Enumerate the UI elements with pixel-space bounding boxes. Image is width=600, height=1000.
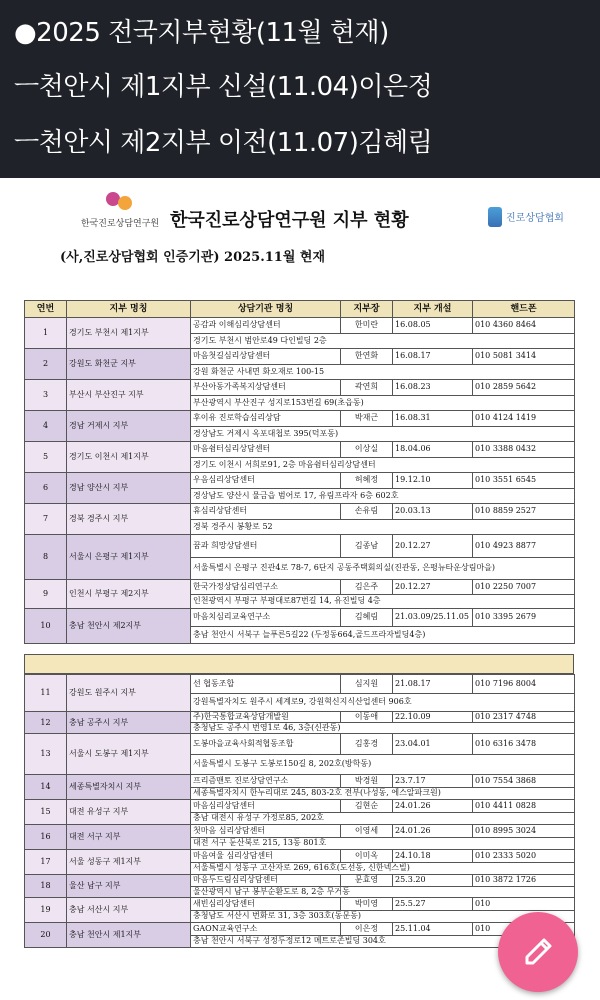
row-number: 9 xyxy=(25,580,67,609)
phone-number: 010 3395 2679 xyxy=(473,609,575,627)
branch-name: 경남 양산시 지부 xyxy=(67,473,191,504)
branch-head: 이은정 xyxy=(341,923,393,936)
branch-name: 부산시 부산진구 지부 xyxy=(67,380,191,411)
institute-logo-text: 한국진로상담연구원 xyxy=(80,219,160,229)
row-number: 18 xyxy=(25,875,67,898)
center-address: 충남 천안시 서북구 성정두정로12 메트로존빌딩 304호 xyxy=(191,935,575,948)
row-number: 10 xyxy=(25,609,67,644)
open-date: 24.01.26 xyxy=(393,800,473,813)
center-address: 울산광역시 남구 봉부순환도로 8, 2층 무거동 xyxy=(191,886,575,898)
branch-head: 문효영 xyxy=(341,875,393,887)
table-row xyxy=(25,775,575,788)
row-number: 8 xyxy=(25,535,67,580)
center-name: 마음두드림심리상담센터 xyxy=(191,875,341,887)
open-date: 21.08.17 xyxy=(393,675,473,694)
branch-name: 강원도 화천군 지부 xyxy=(67,349,191,380)
center-address: 서울특별시 성동구 고산자로 269, 616호(도선동, 신한넥스빌) xyxy=(191,862,575,875)
row-number: 7 xyxy=(25,504,67,535)
phone-number: 010 4923 8877 xyxy=(473,535,575,558)
center-name: 새빈심리상담센터 xyxy=(191,898,341,911)
center-name: 공감과 이해심리상담센터 xyxy=(191,318,341,334)
center-address: 충청남도 서산시 번화로 31, 3층 303호(동문동) xyxy=(191,910,575,923)
phone-number: 010 2333 5020 xyxy=(473,850,575,863)
center-name: 주)한국통합교육상담개발원 xyxy=(191,712,341,723)
table-row xyxy=(25,875,575,887)
branch-head: 이동애 xyxy=(341,712,393,723)
center-address: 충남 천안시 서북구 늘푸른5길22 (두정동664,골드프라자빌딩4층) xyxy=(191,626,575,644)
people-logo-icon xyxy=(102,190,138,216)
center-address: 세종특별자치시 한누리대로 245, 803-2호 전부(나성동, 에스알파크원) xyxy=(191,787,575,800)
row-number: 16 xyxy=(25,825,67,850)
edit-fab-button[interactable] xyxy=(498,912,578,992)
document-title-bar xyxy=(20,186,580,246)
pencil-icon xyxy=(498,912,578,992)
center-name: 도봉마을교육사회적협동조합 xyxy=(191,734,341,755)
open-date: 16.08.17 xyxy=(393,349,473,365)
table-row xyxy=(25,442,575,458)
branch-name: 경북 경주시 지부 xyxy=(67,504,191,535)
branch-head: 이미옥 xyxy=(341,850,393,863)
branch-name: 서울 성동구 제1지부 xyxy=(67,850,191,875)
open-date: 23.7.17 xyxy=(393,775,473,788)
table-row xyxy=(25,609,575,627)
center-name: 꿈과 희망상담센터 xyxy=(191,535,341,558)
phone-number: 010 3872 1726 xyxy=(473,875,575,887)
phone-number: 010 3551 6545 xyxy=(473,473,575,489)
col-header-phone: 핸드폰 xyxy=(473,301,575,318)
open-date: 24.10.18 xyxy=(393,850,473,863)
phone-number: 010 3388 0432 xyxy=(473,442,575,458)
branch-name: 울산 남구 지부 xyxy=(67,875,191,898)
row-number: 13 xyxy=(25,734,67,775)
center-name: 한국가정상담심리연구소 xyxy=(191,580,341,595)
table-row xyxy=(25,850,575,863)
branch-name: 경기도 부천시 제1지부 xyxy=(67,318,191,349)
center-address: 대전 서구 둔산북로 215, 13동 801호 xyxy=(191,837,575,850)
table-row xyxy=(25,675,575,694)
association-logo xyxy=(488,206,588,227)
open-date: 23.04.01 xyxy=(393,734,473,755)
branch-head: 김종남 xyxy=(341,535,393,558)
center-name: 마음첫길심리상담센터 xyxy=(191,349,341,365)
document-title: 한국진로상담연구원 지부 현황 xyxy=(170,210,409,231)
open-date: 20.03.13 xyxy=(393,504,473,520)
row-number: 2 xyxy=(25,349,67,380)
branch-head: 한미란 xyxy=(341,318,393,334)
table-row xyxy=(25,734,575,755)
branch-head: 김혜림 xyxy=(341,609,393,627)
table-row xyxy=(25,825,575,838)
row-number: 6 xyxy=(25,473,67,504)
table-row xyxy=(25,411,575,427)
branch-table-1 xyxy=(24,300,575,644)
header-line-3: ㅡ천안시 제2지부 이전(11.07)김혜림 xyxy=(14,128,433,158)
open-date: 21.03.09/25.11.05 xyxy=(393,609,473,627)
phone-number: 010 8859 2527 xyxy=(473,504,575,520)
table-row xyxy=(25,349,575,365)
phone-number: 010 6316 3478 xyxy=(473,734,575,755)
open-date: 16.08.05 xyxy=(393,318,473,334)
center-address: 경기도 이천시 서희로91, 2층 마음쉼터심리상담센터 xyxy=(191,457,575,473)
row-number: 4 xyxy=(25,411,67,442)
phone-number: 010 4124 1419 xyxy=(473,411,575,427)
open-date: 18.04.06 xyxy=(393,442,473,458)
branch-head: 한연화 xyxy=(341,349,393,365)
center-name: 마음쉼터심리상담센터 xyxy=(191,442,341,458)
phone-number: 010 xyxy=(473,898,575,911)
branch-name: 경남 거제시 지부 xyxy=(67,411,191,442)
branch-head: 김은주 xyxy=(341,580,393,595)
table-row xyxy=(25,898,575,911)
row-number: 17 xyxy=(25,850,67,875)
row-number: 5 xyxy=(25,442,67,473)
branch-name: 충남 공주시 지부 xyxy=(67,712,191,734)
branch-head: 이상실 xyxy=(341,442,393,458)
center-address: 충남 대전시 유성구 가정로85, 202호 xyxy=(191,812,575,825)
phone-number: 010 5081 3414 xyxy=(473,349,575,365)
association-logo-icon xyxy=(488,207,502,227)
branch-head: 허혜정 xyxy=(341,473,393,489)
table-row xyxy=(25,473,575,489)
center-name: GAON교육연구소 xyxy=(191,923,341,936)
branch-head: 이영세 xyxy=(341,825,393,838)
table-2-header-band xyxy=(24,654,574,674)
header-line-1: ●2025 전국지부현황(11월 현재) xyxy=(14,18,389,48)
phone-number: 010 7554 3868 xyxy=(473,775,575,788)
center-name: 첫마음 심리상담센터 xyxy=(191,825,341,838)
document-image xyxy=(0,178,600,1000)
table-row xyxy=(25,712,575,723)
open-date: 25.5.27 xyxy=(393,898,473,911)
phone-number: 010 xyxy=(473,923,575,936)
branch-name: 세종특별자치시 지부 xyxy=(67,775,191,800)
document-subtitle: (사,진로상담협회 인증기관) 2025.11월 현재 xyxy=(60,250,326,265)
phone-number: 010 2250 7007 xyxy=(473,580,575,595)
col-header-branch: 지부 명칭 xyxy=(67,301,191,318)
center-name: 후이유 진로학습심리상담 xyxy=(191,411,341,427)
branch-name: 충남 천안시 제2지부 xyxy=(67,609,191,644)
branch-name: 강원도 원주시 지부 xyxy=(67,675,191,712)
branch-head: 박미영 xyxy=(341,898,393,911)
phone-number: 010 8995 3024 xyxy=(473,825,575,838)
table-header-row xyxy=(25,301,575,318)
col-header-center: 상담기관 명칭 xyxy=(191,301,341,318)
branch-head: 김홍경 xyxy=(341,734,393,755)
phone-number: 010 4360 8464 xyxy=(473,318,575,334)
table-row xyxy=(25,923,575,936)
row-number: 11 xyxy=(25,675,67,712)
row-number: 3 xyxy=(25,380,67,411)
center-address: 강원특별자치도 원주시 세계로9, 강원혁신지식산업센터 906호 xyxy=(191,693,575,712)
center-name: 마음치심리교육연구소 xyxy=(191,609,341,627)
open-date: 20.12.27 xyxy=(393,535,473,558)
center-name: 부산아동가족복지상담센터 xyxy=(191,380,341,396)
table-row xyxy=(25,580,575,595)
open-date: 20.12.27 xyxy=(393,580,473,595)
center-name: 우음심리상담센터 xyxy=(191,473,341,489)
branch-name: 인천시 부평구 제2지부 xyxy=(67,580,191,609)
center-address: 부산광역시 부산진구 성지로153번길 69(초읍동) xyxy=(191,395,575,411)
phone-number: 010 2859 5642 xyxy=(473,380,575,396)
center-address: 경기도 부천시 범안로49 다인빌딩 2층 xyxy=(191,333,575,349)
post-header xyxy=(0,0,600,178)
branch-name: 경기도 이천시 제1지부 xyxy=(67,442,191,473)
center-address: 서울특별시 은평구 진관4로 78-7, 6단지 공동주택회의실(진관동, 은평뉴타운상림마을) xyxy=(191,557,575,580)
row-number: 15 xyxy=(25,800,67,825)
branch-table-2 xyxy=(24,674,575,948)
center-name: 마음여울 심리상담센터 xyxy=(191,850,341,863)
phone-number: 010 2317 4748 xyxy=(473,712,575,723)
row-number: 20 xyxy=(25,923,67,948)
row-number: 12 xyxy=(25,712,67,734)
branch-name: 대전 유성구 지부 xyxy=(67,800,191,825)
branch-head: 김현순 xyxy=(341,800,393,813)
branch-head: 손유림 xyxy=(341,504,393,520)
row-number: 14 xyxy=(25,775,67,800)
center-address: 서울특별시 도봉구 도봉로150길 8, 202호(방학동) xyxy=(191,754,575,775)
center-name: 선 협동조합 xyxy=(191,675,341,694)
open-date: 24.01.26 xyxy=(393,825,473,838)
branch-head: 박경원 xyxy=(341,775,393,788)
branch-head: 심지원 xyxy=(341,675,393,694)
open-date: 25.3.20 xyxy=(393,875,473,887)
branch-name: 충남 서산시 지부 xyxy=(67,898,191,923)
institute-logo xyxy=(60,190,180,229)
center-name: 휴심리상담센터 xyxy=(191,504,341,520)
branch-head: 박재근 xyxy=(341,411,393,427)
center-name: 마음심리상담센터 xyxy=(191,800,341,813)
center-address: 충청남도 공주시 번영1로 46, 3층(신관동) xyxy=(191,723,575,734)
center-address: 경상남도 양산시 물금읍 범어로 17, 유림프라자 6층 602호 xyxy=(191,488,575,504)
table-row xyxy=(25,380,575,396)
col-header-no: 연번 xyxy=(25,301,67,318)
open-date: 16.08.31 xyxy=(393,411,473,427)
branch-name: 충남 천안시 제1지부 xyxy=(67,923,191,948)
row-number: 1 xyxy=(25,318,67,349)
phone-number: 010 7196 8004 xyxy=(473,675,575,694)
center-name: 프리즘맨토 진로상담연구소 xyxy=(191,775,341,788)
header-line-2: ㅡ천안시 제1지부 신설(11.04)이은정 xyxy=(14,72,433,102)
open-date: 22.10.09 xyxy=(393,712,473,723)
branch-name: 대전 서구 지부 xyxy=(67,825,191,850)
open-date: 25.11.04 xyxy=(393,923,473,936)
row-number: 19 xyxy=(25,898,67,923)
branch-name: 서울시 은평구 제1지부 xyxy=(67,535,191,580)
table-row xyxy=(25,535,575,558)
open-date: 19.12.10 xyxy=(393,473,473,489)
phone-number: 010 4411 0828 xyxy=(473,800,575,813)
branch-name: 서울시 도봉구 제1지부 xyxy=(67,734,191,775)
table-row xyxy=(25,318,575,334)
center-address: 강원 화천군 사내면 화오재로 100-15 xyxy=(191,364,575,380)
center-address: 경북 경주시 봉황로 52 xyxy=(191,519,575,535)
branch-head: 곽연희 xyxy=(341,380,393,396)
open-date: 16.08.23 xyxy=(393,380,473,396)
table-row xyxy=(25,800,575,813)
table-row xyxy=(25,504,575,520)
col-header-head: 지부장 xyxy=(341,301,393,318)
center-address: 인천광역시 부평구 부평대로87번길 14, 유진빌딩 4층 xyxy=(191,594,575,609)
association-logo-text: 진로상담협회 xyxy=(506,213,564,224)
center-address: 경상남도 거제시 옥포대첩로 395(덕포동) xyxy=(191,426,575,442)
col-header-opened: 지부 개설 xyxy=(393,301,473,318)
